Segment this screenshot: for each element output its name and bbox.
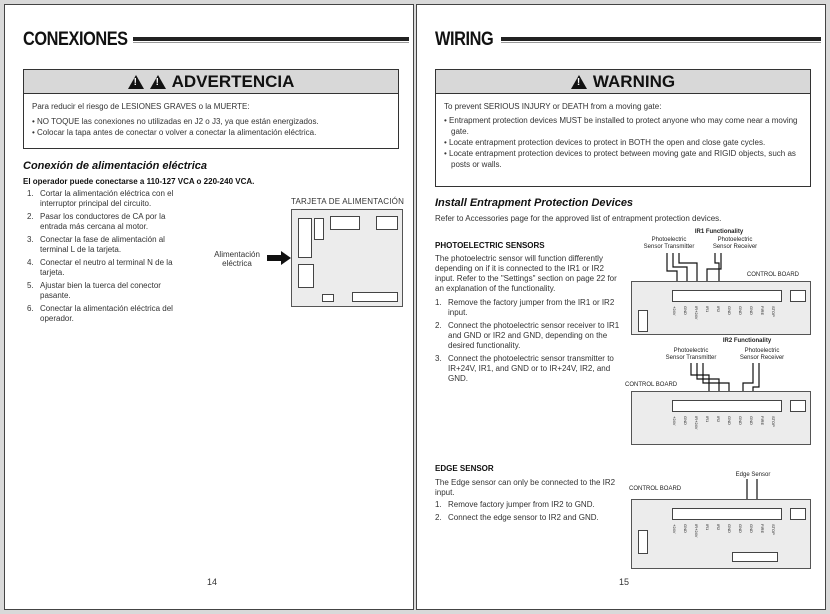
terminal-strip — [672, 508, 782, 520]
terminal-label: STOP — [770, 524, 776, 535]
title-rule — [501, 37, 821, 41]
warning-item: • Locate entrapment protection devices to protect in BOTH the open and close gate cycles. — [444, 137, 802, 148]
terminal-label: IR1 — [704, 416, 710, 423]
terminal-label: GND — [748, 416, 754, 425]
warning-header — [436, 70, 810, 94]
page-right — [416, 4, 826, 610]
figure-label: TARJETA DE ALIMENTACIÓN — [291, 197, 405, 206]
page-title: WIRING — [435, 29, 494, 50]
terminal-label: GND — [748, 524, 754, 533]
terminal-label: GND — [726, 416, 732, 425]
step-item: 2. Pasar los conductores de CA por la entrada más cercana al motor. — [27, 212, 166, 231]
warning-item: • Colocar la tapa antes de conectar o volver a conectar la alimentación eléctrica. — [32, 127, 390, 138]
warning-body — [24, 94, 398, 144]
fig-ir1-board-label: CONTROL BOARD — [746, 272, 799, 278]
terminal-labels — [672, 306, 782, 324]
step-item: 1. Remove factory jumper from IR2 to GND. — [435, 500, 595, 509]
warning-intro: Para reducir el riesgo de LESIONES GRAVES o la MUERTE: — [32, 102, 250, 111]
warning-item: • Entrapment protection devices MUST be installed to protect anyone who may come near a moving gate. — [444, 115, 802, 137]
fig-ir2-receiver: Photoelectric Sensor Receiver — [739, 348, 785, 361]
terminal-label: FIRE — [759, 306, 765, 316]
warning-box — [23, 69, 399, 149]
fig-ir2-transmitter: Photoelectric Sensor Transmitter — [665, 348, 717, 361]
terminal-label: GND — [737, 524, 743, 533]
step-item: 5. Ajustar bien la tuerca del conector pasante. — [27, 281, 161, 300]
edge-fig-label: Edge Sensor — [735, 472, 771, 478]
step-item: 6. Conectar la alimentación eléctrica del operador. — [27, 304, 173, 323]
fig-ir2-title: IR2 Functionality — [722, 338, 772, 344]
connector — [314, 218, 324, 240]
page-left — [4, 4, 414, 610]
terminal-label: STOP — [770, 416, 776, 427]
warning-heading: WARNING — [592, 71, 676, 91]
edge-steps — [435, 500, 625, 526]
terminal-block — [732, 552, 778, 562]
warning-triangle-icon — [571, 75, 587, 89]
terminal-label: FIRE — [759, 416, 765, 426]
terminal-labels — [672, 524, 782, 542]
step-item: 1. Cortar la alimentación eléctrica con el interruptor principal del circuito. — [27, 189, 174, 208]
warning-box — [435, 69, 811, 187]
terminal-label: GND — [737, 416, 743, 425]
title-rule — [133, 37, 409, 41]
control-board-edge — [631, 499, 811, 569]
connector — [298, 218, 312, 258]
section-intro: Refer to Accessories page for the approved list of entrapment protection devices. — [435, 214, 722, 223]
control-board-ir2 — [631, 391, 811, 445]
warning-heading: ADVERTENCIA — [171, 71, 295, 91]
warning-intro: To prevent SERIOUS INJURY or DEATH from a moving gate: — [444, 102, 662, 111]
connector — [790, 290, 806, 302]
power-board — [291, 209, 403, 307]
title-rule-thin — [133, 42, 409, 43]
connector — [638, 530, 648, 554]
photo-steps — [435, 298, 625, 387]
terminal-label: GND — [726, 524, 732, 533]
warning-item: • Locate entrapment protection devices to protect between moving gate and RIGID objects, such as posts or walls. — [444, 148, 802, 170]
terminal-strip — [672, 400, 782, 412]
terminal-block — [298, 264, 314, 288]
edge-board-label: CONTROL BOARD — [629, 486, 682, 492]
terminal-label: IR+24V — [693, 524, 699, 538]
connector — [790, 508, 806, 520]
page-title: CONEXIONES — [23, 29, 128, 50]
connector — [790, 400, 806, 412]
fig-ir1-title: IR1 Functionality — [694, 229, 744, 235]
terminal-label: IR2 — [715, 306, 721, 313]
edge-text: The Edge sensor can only be connected to the IR2 input. — [435, 478, 616, 497]
terminal-label: IR+24V — [693, 306, 699, 320]
steps-list — [27, 189, 185, 327]
terminal-label: GND — [726, 306, 732, 315]
connector — [322, 294, 334, 302]
terminal-label: +24V — [671, 524, 677, 534]
photo-heading: PHOTOELECTRIC SENSORS — [435, 241, 545, 250]
warning-header — [24, 70, 398, 94]
terminal-labels — [672, 416, 782, 434]
warning-triangle-icon — [150, 75, 166, 89]
warning-triangle-icon — [128, 75, 144, 89]
connector — [638, 310, 648, 332]
step-item: 2. Connect the photoelectric sensor receiver to IR1 and GND or IR2 and GND, depending on the desired functionality. — [435, 321, 620, 350]
terminal-label: GND — [682, 524, 688, 533]
page-number: 14 — [207, 577, 218, 587]
warning-body — [436, 94, 810, 176]
step-item: 3. Conectar la fase de alimentación al terminal L de la tarjeta. — [27, 235, 165, 254]
edge-heading: EDGE SENSOR — [435, 464, 494, 473]
fig-ir1-receiver: Photoelectric Sensor Receiver — [712, 237, 758, 250]
step-item: 3. Connect the photoelectric sensor transmitter to IR+24V, IR1, and GND or to IR+24V, IR2, and GND. — [435, 354, 614, 383]
control-board-ir1 — [631, 281, 811, 335]
terminal-label: IR2 — [715, 416, 721, 423]
step-item: 4. Conectar el neutro al terminal N de la tarjeta. — [27, 258, 173, 277]
warning-item: • NO TOQUE las conexiones no utilizadas en J2 o J3, ya que están energizados. — [32, 116, 390, 127]
terminal-label: IR+24V — [693, 416, 699, 430]
terminal-label: GND — [682, 416, 688, 425]
fig-ir1-transmitter: Photoelectric Sensor Transmitter — [643, 237, 695, 250]
page-number: 15 — [619, 577, 630, 587]
terminal-label: +24V — [671, 416, 677, 426]
photo-text: The photoelectric sensor will function differently depending on if it is connected to the IR1 or IR2 input. Refer to the "Settings" section on page 22 for an explanation of the functionality. — [435, 254, 617, 293]
terminal-label: FIRE — [759, 524, 765, 534]
terminal-label: GND — [737, 306, 743, 315]
terminal-label: GND — [748, 306, 754, 315]
title-rule-thin — [501, 42, 821, 43]
terminal-label: GND — [682, 306, 688, 315]
terminal-strip — [672, 290, 782, 302]
terminal-label: IR1 — [704, 524, 710, 531]
terminal-label: IR1 — [704, 306, 710, 313]
terminal-block — [330, 216, 360, 230]
terminal-block — [352, 292, 398, 302]
terminal-label: STOP — [770, 306, 776, 317]
arrow-right-icon — [267, 251, 291, 265]
terminal-block — [376, 216, 398, 230]
instruction: El operador puede conectarse a 110-127 VCA o 220-240 VCA. — [23, 177, 255, 186]
fig-ir2-board-label: CONTROL BOARD — [625, 382, 678, 388]
step-item: 1. Remove the factory jumper from the IR1 or IR2 input. — [435, 298, 615, 317]
step-item: 2. Connect the edge sensor to IR2 and GND. — [435, 513, 599, 522]
callout-label: Alimentación eléctrica — [214, 250, 260, 268]
section-title: Conexión de alimentación eléctrica — [23, 160, 208, 172]
section-title: Install Entrapment Protection Devices — [435, 197, 634, 209]
terminal-label: +24V — [671, 306, 677, 316]
terminal-label: IR2 — [715, 524, 721, 531]
